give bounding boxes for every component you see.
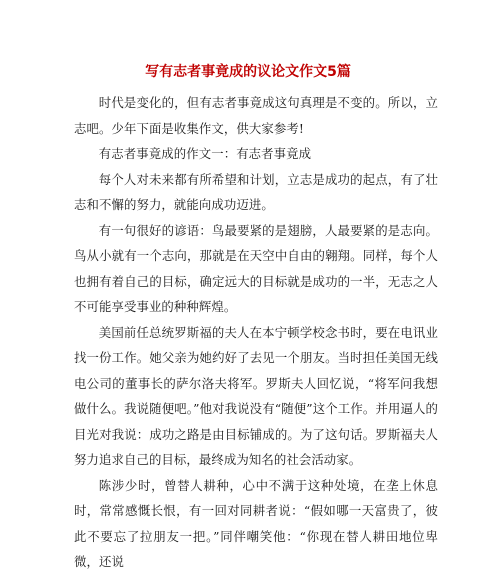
paragraph-intro: 时代是变化的，但有志者事竟成这句真理是不变的。所以，立志吧。少年下面是收集作文，供大家参考!: [74, 95, 438, 136]
document-title: 写有志者事竟成的议论文作文5篇: [145, 64, 351, 80]
paragraph-ambition: 每个人对未来都有所希望和计划，立志是成功的起点，有了壮志和不懈的努力，就能向成功迈进。: [74, 171, 438, 212]
paragraph-essay-heading: 有志者事竟成的作文一：有志者事竟成: [98, 146, 312, 161]
paragraph-chen-she: 陈涉少时，曾替人耕种，心中不满于这种处境，在垄上休息时，常常感慨长恨，有一回对同耕者说：“假如哪一天富贵了，彼此不要忘了拉朋友一把。”同伴嘲笑他：“你现在替人耕田地位卑微，还说: [74, 477, 438, 569]
paragraph-roosevelt: 美国前任总统罗斯福的夫人在本宁顿学校念书时，要在电讯业找一份工作。她父亲为她约好了去见一个朋友。当时担任美国无线电公司的董事长的萨尔洛夫将军。罗斯夫人回忆说，“将军问我想做什么。我说随便吧。”他对我说没有“随便”这个工作。并用逼人的目光对我说：成功之路是由目标铺成的。为了这句话。罗斯福夫人努力追求自己的目标，最终成为知名的社会活动家。: [74, 324, 438, 467]
paragraph-proverb: 有一句很好的谚语：鸟最要紧的是翅膀，人最要紧的是志向。鸟从小就有一个志向，那就是在天空中自由的翱翔。同样，每个人也拥有着自己的目标，确定远大的目标就是成功的一半，无志之人不可能享受事业的种种辉煌。: [74, 222, 438, 314]
